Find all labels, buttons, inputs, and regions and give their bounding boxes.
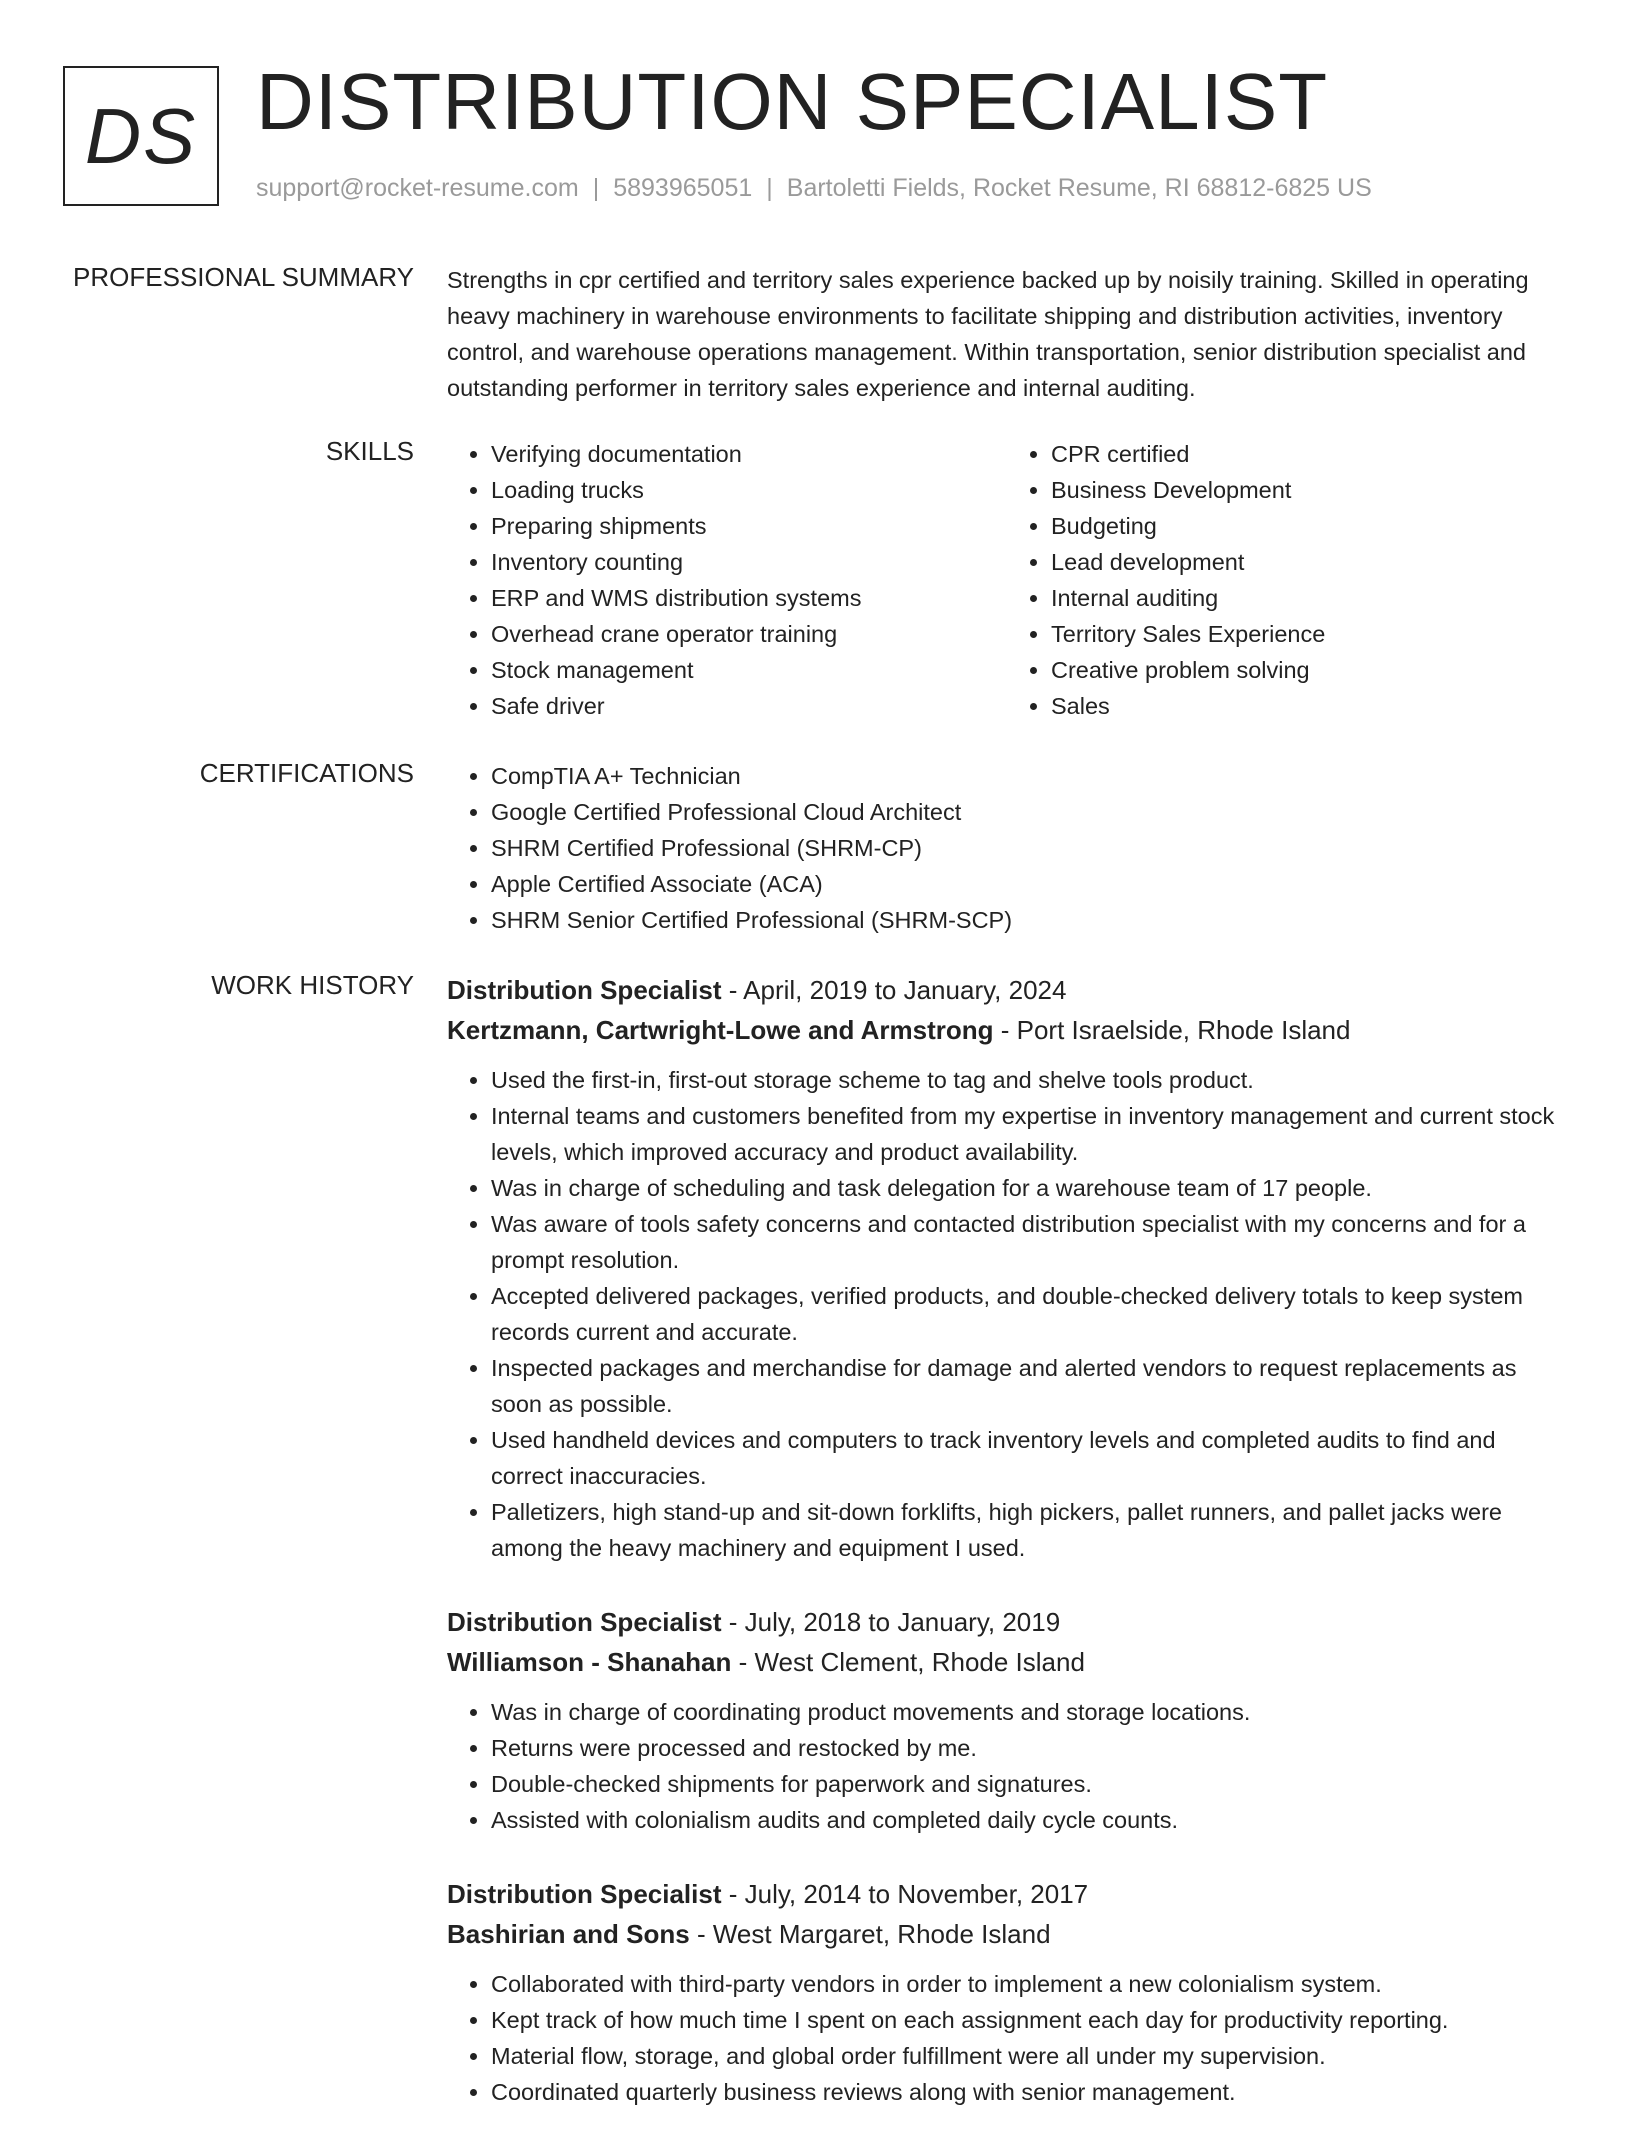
contact-email: support@rocket-resume.com [256,174,579,202]
list-item: • Assisted with colonialism audits and completed daily cycle counts. [491,1802,1567,1838]
job-dates: - July, 2014 to November, 2017 [721,1879,1089,1909]
certifications-body [447,758,1567,938]
list-item: • Stock management [491,652,1007,688]
list-item: • Apple Certified Associate (ACA) [491,866,1567,902]
list-item: • Creative problem solving [1051,652,1567,688]
certifications-list [447,758,1567,938]
list-item: • Business Development [1051,472,1567,508]
list-item: • Was in charge of scheduling and task delegation for a warehouse team of 17 people. [491,1170,1567,1206]
job-company: Bashirian and Sons [447,1919,690,1949]
list-item: • Inventory counting [491,544,1007,580]
job-company-line [447,1642,1567,1682]
job-bullets [447,1062,1567,1566]
list-item: • Used handheld devices and computers to track inventory levels and completed audits to find and correct inaccuracies. [491,1422,1567,1494]
list-item: • SHRM Senior Certified Professional (SHRM-SCP) [491,902,1567,938]
job-company-line [447,1914,1567,1954]
job-location: - Port Israelside, Rhode Island [993,1015,1351,1045]
list-item: • Internal auditing [1051,580,1567,616]
certifications-label: CERTIFICATIONS [199,758,414,788]
job-location: - West Margaret, Rhode Island [689,1919,1051,1949]
list-item: • Kept track of how much time I spent on each assignment each day for productivity reporting. [491,2002,1567,2038]
list-item: • CompTIA A+ Technician [491,758,1567,794]
list-item: • Preparing shipments [491,508,1007,544]
skills-label: SKILLS [325,436,414,466]
job-title: Distribution Specialist [447,1607,722,1637]
list-item: • Inspected packages and merchandise for damage and alerted vendors to request replacements as soon as possible. [491,1350,1567,1422]
skills-body [447,436,1567,724]
job-title: Distribution Specialist [447,1879,722,1909]
work-history-label: WORK HISTORY [211,970,414,1000]
list-item: • Territory Sales Experience [1051,616,1567,652]
list-item: • Safe driver [491,688,1007,724]
list-item: • Verifying documentation [491,436,1007,472]
list-item: • Lead development [1051,544,1567,580]
list-item: • Material flow, storage, and global order fulfillment were all under my supervision. [491,2038,1567,2074]
list-item: • Loading trucks [491,472,1007,508]
job-entry [447,1874,1567,2110]
list-item: • Internal teams and customers benefited from my expertise in inventory management and current stock levels, which improved accuracy and product availability. [491,1098,1567,1170]
list-item: • Google Certified Professional Cloud Architect [491,794,1567,830]
job-title: Distribution Specialist [447,975,722,1005]
list-item: • Returns were processed and restocked by me. [491,1730,1567,1766]
contact-phone: 5893965051 [613,174,753,202]
job-company-line [447,1010,1567,1050]
list-item: • Budgeting [1051,508,1567,544]
list-item: • SHRM Certified Professional (SHRM-CP) [491,830,1567,866]
job-dates: - July, 2018 to January, 2019 [721,1607,1061,1637]
summary-label: PROFESSIONAL SUMMARY [73,262,414,292]
list-item: • Sales [1051,688,1567,724]
contact-separator: | [766,174,773,202]
page-title: DISTRIBUTION SPECIALIST [256,57,1329,146]
list-item: • Coordinated quarterly business reviews along with senior management. [491,2074,1567,2110]
job-location: - West Clement, Rhode Island [731,1647,1085,1677]
list-item: • Overhead crane operator training [491,616,1007,652]
contact-separator: | [592,174,600,202]
skills-list-right [1007,436,1567,724]
list-item: • Was in charge of coordinating product movements and storage locations. [491,1694,1567,1730]
job-company: Kertzmann, Cartwright-Lowe and Armstrong [447,1015,994,1045]
job-title-line [447,1874,1567,1914]
contact-address: Bartoletti Fields, Rocket Resume, RI 68812-6825 US [786,174,1372,202]
summary-text: Strengths in cpr certified and territory sales experience backed up by noisily training. Skilled in operating heavy machinery in warehouse environments to facilitate shipping and distribution activities, inventory control, and warehouse operations management. Within transportation, senior distribution specialist and outstanding performer in territory sales experience and internal auditing. [447,267,1529,401]
job-dates: - April, 2019 to January, 2024 [721,975,1067,1005]
job-bullets [447,1694,1567,1838]
list-item: • Double-checked shipments for paperwork and signatures. [491,1766,1567,1802]
list-item: • Was aware of tools safety concerns and contacted distribution specialist with my concerns and for a prompt resolution. [491,1206,1567,1278]
job-bullets [447,1966,1567,2110]
skills-list-left [447,436,1007,724]
job-title-line [447,970,1567,1010]
job-title-line [447,1602,1567,1642]
list-item: • Used the first-in, first-out storage scheme to tag and shelve tools product. [491,1062,1567,1098]
job-entry [447,1602,1567,1838]
contact-line [256,174,1372,203]
work-history-body [447,970,1567,2146]
list-item: • Accepted delivered packages, verified products, and double-checked delivery totals to keep system records current and accurate. [491,1278,1567,1350]
list-item: • CPR certified [1051,436,1567,472]
job-company: Williamson - Shanahan [447,1647,732,1677]
list-item: • Collaborated with third-party vendors in order to implement a new colonialism system. [491,1966,1567,2002]
list-item: • ERP and WMS distribution systems [491,580,1007,616]
monogram: DS [63,66,219,206]
job-entry [447,970,1567,1566]
list-item: • Palletizers, high stand-up and sit-down forklifts, high pickers, pallet runners, and pallet jacks were among the heavy machinery and equipment I used. [491,1494,1567,1566]
